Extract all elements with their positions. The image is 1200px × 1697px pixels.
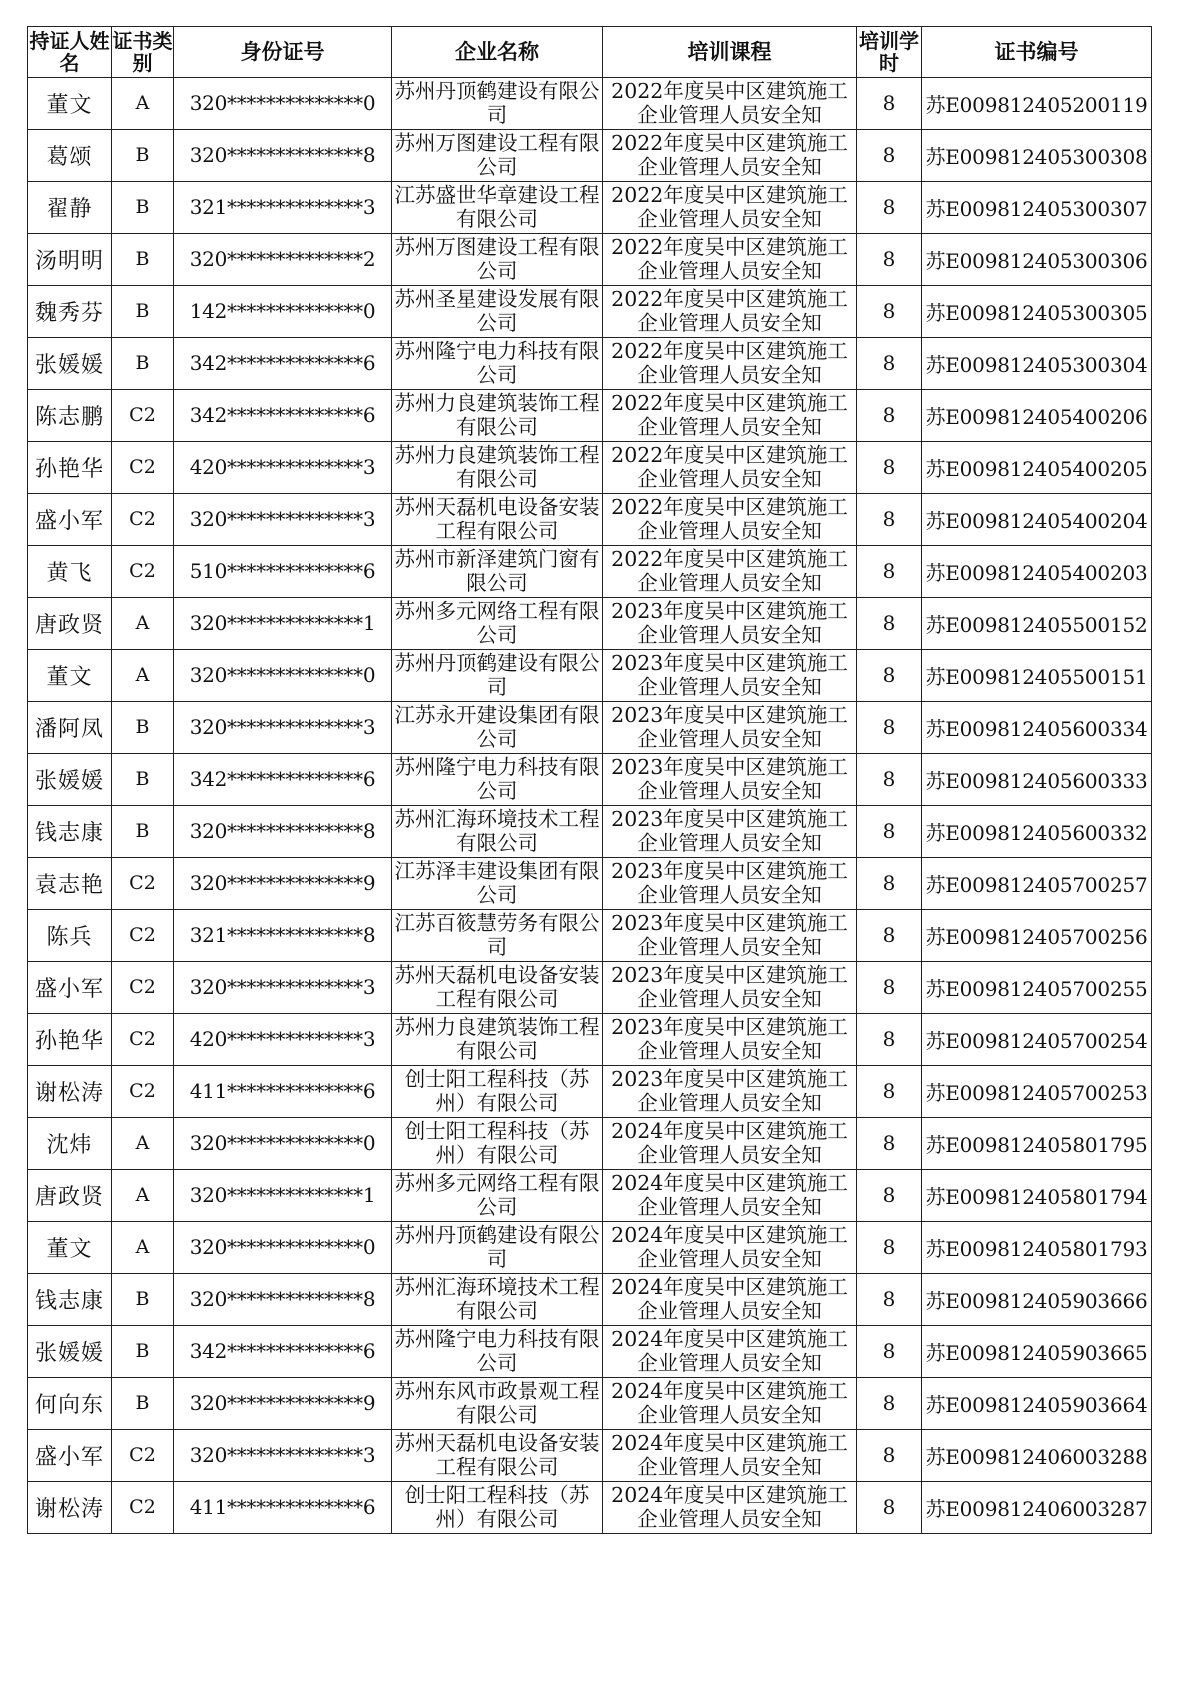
cell-name: 孙艳华 bbox=[28, 1013, 112, 1065]
cell-company-text: 苏州丹顶鹤建设有限公司 bbox=[394, 1222, 600, 1271]
cell-type: C2 bbox=[112, 1013, 174, 1065]
cell-name: 何向东 bbox=[28, 1377, 112, 1429]
cell-cert-number: 苏E009812405600333 bbox=[922, 753, 1152, 805]
cell-hours: 8 bbox=[857, 1117, 922, 1169]
cell-company bbox=[392, 285, 603, 337]
cell-company-text: 创士阳工程科技（苏州）有限公司 bbox=[404, 1482, 590, 1531]
cell-id-number: 320**************1 bbox=[174, 597, 392, 649]
cell-course bbox=[603, 545, 857, 597]
cell-name: 谢松涛 bbox=[28, 1481, 112, 1533]
table-row bbox=[28, 441, 1152, 493]
table-row bbox=[28, 389, 1152, 441]
cell-type: B bbox=[112, 1273, 174, 1325]
cell-company bbox=[392, 233, 603, 285]
table-row bbox=[28, 545, 1152, 597]
cell-hours: 8 bbox=[857, 337, 922, 389]
cell-course bbox=[603, 753, 857, 805]
cell-course bbox=[603, 233, 857, 285]
cell-hours: 8 bbox=[857, 181, 922, 233]
cell-id-number: 320**************0 bbox=[174, 77, 392, 129]
header-type: 证书类别 bbox=[112, 27, 174, 78]
cell-type: A bbox=[112, 649, 174, 701]
cell-course bbox=[603, 493, 857, 545]
cell-type: A bbox=[112, 597, 174, 649]
cell-name: 唐政贤 bbox=[28, 597, 112, 649]
cell-company-text: 苏州万图建设工程有限公司 bbox=[394, 130, 600, 179]
cell-company bbox=[392, 701, 603, 753]
cell-cert-number: 苏E009812405300306 bbox=[922, 233, 1152, 285]
cell-type: B bbox=[112, 805, 174, 857]
cell-course bbox=[603, 1325, 857, 1377]
cell-course bbox=[603, 597, 857, 649]
cell-course bbox=[603, 1065, 857, 1117]
cell-hours: 8 bbox=[857, 285, 922, 337]
table-row bbox=[28, 649, 1152, 701]
cell-id-number: 320**************0 bbox=[174, 649, 392, 701]
cell-course-text: 2024年度吴中区建筑施工企业管理人员安全知 bbox=[611, 1274, 848, 1323]
cell-course bbox=[603, 1377, 857, 1429]
cell-company bbox=[392, 753, 603, 805]
cell-cert-number: 苏E009812405400203 bbox=[922, 545, 1152, 597]
cell-id-number: 411**************6 bbox=[174, 1065, 392, 1117]
cell-id-number: 320**************2 bbox=[174, 233, 392, 285]
cell-course bbox=[603, 857, 857, 909]
header-company: 企业名称 bbox=[392, 27, 603, 78]
cell-course bbox=[603, 1117, 857, 1169]
cell-type: C2 bbox=[112, 857, 174, 909]
table-row bbox=[28, 1013, 1152, 1065]
cell-company-text: 苏州多元网络工程有限公司 bbox=[394, 1170, 600, 1219]
cell-company-text: 苏州市新泽建筑门窗有限公司 bbox=[394, 546, 600, 595]
cell-id-number: 420**************3 bbox=[174, 441, 392, 493]
cell-cert-number: 苏E009812405400204 bbox=[922, 493, 1152, 545]
cell-hours: 8 bbox=[857, 649, 922, 701]
header-cert-no: 证书编号 bbox=[922, 27, 1152, 78]
cell-company-text: 江苏泽丰建设集团有限公司 bbox=[394, 858, 600, 907]
cell-course bbox=[603, 181, 857, 233]
cell-course-text: 2023年度吴中区建筑施工企业管理人员安全知 bbox=[611, 1066, 848, 1115]
cell-company bbox=[392, 493, 603, 545]
cell-cert-number: 苏E009812405600334 bbox=[922, 701, 1152, 753]
cell-hours: 8 bbox=[857, 805, 922, 857]
cell-id-number: 320**************9 bbox=[174, 1377, 392, 1429]
cell-cert-number: 苏E009812405903665 bbox=[922, 1325, 1152, 1377]
table-row bbox=[28, 77, 1152, 129]
cell-name: 张媛媛 bbox=[28, 337, 112, 389]
cell-hours: 8 bbox=[857, 441, 922, 493]
cell-company-text: 苏州隆宁电力科技有限公司 bbox=[394, 754, 600, 803]
cell-id-number: 321**************8 bbox=[174, 909, 392, 961]
table-row bbox=[28, 961, 1152, 1013]
cell-company bbox=[392, 1013, 603, 1065]
cell-course bbox=[603, 649, 857, 701]
cell-id-number: 510**************6 bbox=[174, 545, 392, 597]
cell-hours: 8 bbox=[857, 1221, 922, 1273]
cell-company-text: 江苏盛世华章建设工程有限公司 bbox=[394, 182, 600, 231]
cell-hours: 8 bbox=[857, 493, 922, 545]
cell-course-text: 2024年度吴中区建筑施工企业管理人员安全知 bbox=[611, 1378, 848, 1427]
cell-name: 谢松涛 bbox=[28, 1065, 112, 1117]
cell-cert-number: 苏E009812405400206 bbox=[922, 389, 1152, 441]
cell-cert-number: 苏E009812405801794 bbox=[922, 1169, 1152, 1221]
table-row bbox=[28, 1481, 1152, 1533]
cell-course bbox=[603, 1481, 857, 1533]
cell-cert-number: 苏E009812405300304 bbox=[922, 337, 1152, 389]
cell-hours: 8 bbox=[857, 961, 922, 1013]
cell-company bbox=[392, 649, 603, 701]
table-row bbox=[28, 597, 1152, 649]
table-row bbox=[28, 233, 1152, 285]
cell-company-text: 苏州多元网络工程有限公司 bbox=[394, 598, 600, 647]
cell-hours: 8 bbox=[857, 1065, 922, 1117]
cell-company-text: 江苏永开建设集团有限公司 bbox=[394, 702, 600, 751]
cell-type: C2 bbox=[112, 1429, 174, 1481]
table-row bbox=[28, 181, 1152, 233]
header-id: 身份证号 bbox=[174, 27, 392, 78]
cell-company-text: 苏州天磊机电设备安装工程有限公司 bbox=[394, 1430, 600, 1479]
cell-name: 张媛媛 bbox=[28, 1325, 112, 1377]
cell-type: C2 bbox=[112, 961, 174, 1013]
cell-cert-number: 苏E009812405200119 bbox=[922, 77, 1152, 129]
cell-company-text: 苏州丹顶鹤建设有限公司 bbox=[394, 650, 600, 699]
cell-hours: 8 bbox=[857, 1013, 922, 1065]
cell-name: 魏秀芬 bbox=[28, 285, 112, 337]
cell-name: 葛颂 bbox=[28, 129, 112, 181]
cell-company-text: 苏州丹顶鹤建设有限公司 bbox=[394, 78, 600, 127]
cell-cert-number: 苏E009812405500151 bbox=[922, 649, 1152, 701]
cell-course-text: 2023年度吴中区建筑施工企业管理人员安全知 bbox=[611, 1014, 848, 1063]
cell-course-text: 2023年度吴中区建筑施工企业管理人员安全知 bbox=[611, 806, 848, 855]
cell-company bbox=[392, 1117, 603, 1169]
cell-hours: 8 bbox=[857, 1273, 922, 1325]
cell-company bbox=[392, 1221, 603, 1273]
cell-hours: 8 bbox=[857, 233, 922, 285]
cell-company bbox=[392, 961, 603, 1013]
cell-company-text: 苏州力良建筑装饰工程有限公司 bbox=[394, 1014, 600, 1063]
table-row bbox=[28, 1325, 1152, 1377]
cell-company-text: 苏州天磊机电设备安装工程有限公司 bbox=[394, 494, 600, 543]
cell-company-text: 苏州隆宁电力科技有限公司 bbox=[394, 1326, 600, 1375]
table-row bbox=[28, 1169, 1152, 1221]
cell-type: B bbox=[112, 233, 174, 285]
table-row bbox=[28, 337, 1152, 389]
cell-name: 袁志艳 bbox=[28, 857, 112, 909]
cell-name: 潘阿凤 bbox=[28, 701, 112, 753]
cell-course bbox=[603, 701, 857, 753]
cell-type: A bbox=[112, 77, 174, 129]
cell-company bbox=[392, 129, 603, 181]
cell-name: 沈炜 bbox=[28, 1117, 112, 1169]
cell-company-text: 苏州东风市政景观工程有限公司 bbox=[394, 1378, 600, 1427]
cell-course-text: 2024年度吴中区建筑施工企业管理人员安全知 bbox=[611, 1118, 848, 1167]
cell-company-text: 苏州力良建筑装饰工程有限公司 bbox=[394, 442, 600, 491]
cell-cert-number: 苏E009812405700255 bbox=[922, 961, 1152, 1013]
cell-hours: 8 bbox=[857, 1377, 922, 1429]
cell-company bbox=[392, 805, 603, 857]
cell-name: 董文 bbox=[28, 649, 112, 701]
cell-company-text: 苏州天磊机电设备安装工程有限公司 bbox=[394, 962, 600, 1011]
cell-name: 陈志鹏 bbox=[28, 389, 112, 441]
cell-hours: 8 bbox=[857, 1325, 922, 1377]
cell-hours: 8 bbox=[857, 753, 922, 805]
cell-company bbox=[392, 1169, 603, 1221]
cell-id-number: 411**************6 bbox=[174, 1481, 392, 1533]
cell-company bbox=[392, 1065, 603, 1117]
cell-course-text: 2023年度吴中区建筑施工企业管理人员安全知 bbox=[611, 910, 848, 959]
cell-course bbox=[603, 337, 857, 389]
cell-type: C2 bbox=[112, 441, 174, 493]
cell-course-text: 2023年度吴中区建筑施工企业管理人员安全知 bbox=[611, 754, 848, 803]
cell-type: A bbox=[112, 1117, 174, 1169]
cell-type: C2 bbox=[112, 493, 174, 545]
cell-id-number: 342**************6 bbox=[174, 753, 392, 805]
cell-course-text: 2022年度吴中区建筑施工企业管理人员安全知 bbox=[611, 130, 848, 179]
cell-type: C2 bbox=[112, 1481, 174, 1533]
cell-course bbox=[603, 1429, 857, 1481]
cell-company-text: 苏州万图建设工程有限公司 bbox=[394, 234, 600, 283]
table-row bbox=[28, 493, 1152, 545]
cell-id-number: 342**************6 bbox=[174, 389, 392, 441]
cell-id-number: 320**************3 bbox=[174, 1429, 392, 1481]
cell-name: 陈兵 bbox=[28, 909, 112, 961]
cell-id-number: 142**************0 bbox=[174, 285, 392, 337]
table-row bbox=[28, 1221, 1152, 1273]
cell-cert-number: 苏E009812405700257 bbox=[922, 857, 1152, 909]
cell-course bbox=[603, 77, 857, 129]
cell-course-text: 2024年度吴中区建筑施工企业管理人员安全知 bbox=[611, 1482, 848, 1531]
cell-name: 钱志康 bbox=[28, 805, 112, 857]
cell-hours: 8 bbox=[857, 1481, 922, 1533]
cell-type: B bbox=[112, 181, 174, 233]
cell-course-text: 2022年度吴中区建筑施工企业管理人员安全知 bbox=[611, 286, 848, 335]
cell-cert-number: 苏E009812405903664 bbox=[922, 1377, 1152, 1429]
cell-hours: 8 bbox=[857, 1169, 922, 1221]
cell-company bbox=[392, 1377, 603, 1429]
cell-type: B bbox=[112, 337, 174, 389]
cell-cert-number: 苏E009812405300305 bbox=[922, 285, 1152, 337]
cell-company bbox=[392, 181, 603, 233]
cell-id-number: 320**************3 bbox=[174, 701, 392, 753]
cell-company bbox=[392, 857, 603, 909]
cell-cert-number: 苏E009812405700253 bbox=[922, 1065, 1152, 1117]
cell-id-number: 320**************9 bbox=[174, 857, 392, 909]
cell-type: B bbox=[112, 1325, 174, 1377]
cell-company bbox=[392, 337, 603, 389]
cell-company bbox=[392, 441, 603, 493]
cell-course-text: 2023年度吴中区建筑施工企业管理人员安全知 bbox=[611, 702, 848, 751]
cell-hours: 8 bbox=[857, 597, 922, 649]
cell-type: B bbox=[112, 701, 174, 753]
cell-course bbox=[603, 441, 857, 493]
header-name: 持证人姓名 bbox=[28, 27, 112, 78]
cell-course-text: 2022年度吴中区建筑施工企业管理人员安全知 bbox=[611, 338, 848, 387]
cell-company-text: 苏州力良建筑装饰工程有限公司 bbox=[394, 390, 600, 439]
cell-cert-number: 苏E009812405700254 bbox=[922, 1013, 1152, 1065]
cell-course-text: 2022年度吴中区建筑施工企业管理人员安全知 bbox=[611, 182, 848, 231]
cell-company bbox=[392, 1481, 603, 1533]
cell-course-text: 2022年度吴中区建筑施工企业管理人员安全知 bbox=[611, 234, 848, 283]
header-course: 培训课程 bbox=[603, 27, 857, 78]
table-row bbox=[28, 129, 1152, 181]
cell-course-text: 2023年度吴中区建筑施工企业管理人员安全知 bbox=[611, 962, 848, 1011]
cell-hours: 8 bbox=[857, 701, 922, 753]
cell-cert-number: 苏E009812405300308 bbox=[922, 129, 1152, 181]
table-row bbox=[28, 1273, 1152, 1325]
cell-course-text: 2024年度吴中区建筑施工企业管理人员安全知 bbox=[611, 1222, 848, 1271]
cell-name: 盛小军 bbox=[28, 1429, 112, 1481]
cell-id-number: 320**************1 bbox=[174, 1169, 392, 1221]
table-row bbox=[28, 909, 1152, 961]
cell-cert-number: 苏E009812405500152 bbox=[922, 597, 1152, 649]
table-row bbox=[28, 1377, 1152, 1429]
cell-name: 翟静 bbox=[28, 181, 112, 233]
cell-id-number: 320**************3 bbox=[174, 961, 392, 1013]
cell-type: A bbox=[112, 1169, 174, 1221]
cell-course bbox=[603, 1273, 857, 1325]
cell-course-text: 2023年度吴中区建筑施工企业管理人员安全知 bbox=[611, 598, 848, 647]
table-row bbox=[28, 753, 1152, 805]
cell-cert-number: 苏E009812405700256 bbox=[922, 909, 1152, 961]
cell-id-number: 320**************3 bbox=[174, 493, 392, 545]
cell-hours: 8 bbox=[857, 129, 922, 181]
cell-type: C2 bbox=[112, 389, 174, 441]
cell-hours: 8 bbox=[857, 909, 922, 961]
cell-company-text: 苏州汇海环境技术工程有限公司 bbox=[394, 806, 600, 855]
cell-name: 黄飞 bbox=[28, 545, 112, 597]
cell-type: B bbox=[112, 285, 174, 337]
table-row bbox=[28, 701, 1152, 753]
cell-company-text: 创士阳工程科技（苏州）有限公司 bbox=[404, 1118, 590, 1167]
table-body bbox=[28, 77, 1152, 1533]
cell-type: B bbox=[112, 753, 174, 805]
cell-company bbox=[392, 1273, 603, 1325]
cell-name: 张媛媛 bbox=[28, 753, 112, 805]
cell-company bbox=[392, 909, 603, 961]
cell-name: 孙艳华 bbox=[28, 441, 112, 493]
cell-cert-number: 苏E009812405801793 bbox=[922, 1221, 1152, 1273]
cell-course bbox=[603, 129, 857, 181]
cell-course-text: 2024年度吴中区建筑施工企业管理人员安全知 bbox=[611, 1326, 848, 1375]
cell-type: C2 bbox=[112, 909, 174, 961]
cell-id-number: 320**************8 bbox=[174, 129, 392, 181]
cell-cert-number: 苏E009812405903666 bbox=[922, 1273, 1152, 1325]
cell-company bbox=[392, 1325, 603, 1377]
cell-course bbox=[603, 961, 857, 1013]
cell-id-number: 320**************0 bbox=[174, 1221, 392, 1273]
cell-type: C2 bbox=[112, 545, 174, 597]
cell-course-text: 2023年度吴中区建筑施工企业管理人员安全知 bbox=[611, 650, 848, 699]
cell-company-text: 苏州汇海环境技术工程有限公司 bbox=[394, 1274, 600, 1323]
cell-id-number: 320**************8 bbox=[174, 1273, 392, 1325]
cell-cert-number: 苏E009812405801795 bbox=[922, 1117, 1152, 1169]
table-row bbox=[28, 805, 1152, 857]
cell-company bbox=[392, 545, 603, 597]
cell-cert-number: 苏E009812406003288 bbox=[922, 1429, 1152, 1481]
cell-course bbox=[603, 1013, 857, 1065]
cell-id-number: 420**************3 bbox=[174, 1013, 392, 1065]
cell-hours: 8 bbox=[857, 857, 922, 909]
cell-course-text: 2022年度吴中区建筑施工企业管理人员安全知 bbox=[611, 78, 848, 127]
cell-hours: 8 bbox=[857, 545, 922, 597]
cell-course-text: 2022年度吴中区建筑施工企业管理人员安全知 bbox=[611, 390, 848, 439]
cell-course-text: 2022年度吴中区建筑施工企业管理人员安全知 bbox=[611, 442, 848, 491]
table-row bbox=[28, 857, 1152, 909]
table-row bbox=[28, 285, 1152, 337]
cell-course bbox=[603, 805, 857, 857]
cell-id-number: 320**************8 bbox=[174, 805, 392, 857]
cell-course bbox=[603, 1221, 857, 1273]
table-row bbox=[28, 1117, 1152, 1169]
cell-name: 钱志康 bbox=[28, 1273, 112, 1325]
cell-hours: 8 bbox=[857, 389, 922, 441]
table-row bbox=[28, 1429, 1152, 1481]
cell-hours: 8 bbox=[857, 1429, 922, 1481]
cell-course bbox=[603, 285, 857, 337]
cell-company bbox=[392, 77, 603, 129]
cell-cert-number: 苏E009812405300307 bbox=[922, 181, 1152, 233]
cell-name: 盛小军 bbox=[28, 493, 112, 545]
header-hours: 培训学时 bbox=[857, 27, 922, 78]
cell-id-number: 320**************0 bbox=[174, 1117, 392, 1169]
cell-company bbox=[392, 389, 603, 441]
table-row bbox=[28, 1065, 1152, 1117]
cell-name: 唐政贤 bbox=[28, 1169, 112, 1221]
cell-course bbox=[603, 1169, 857, 1221]
cell-type: A bbox=[112, 1221, 174, 1273]
cell-type: C2 bbox=[112, 1065, 174, 1117]
cell-course-text: 2024年度吴中区建筑施工企业管理人员安全知 bbox=[611, 1430, 848, 1479]
cell-type: B bbox=[112, 1377, 174, 1429]
cell-id-number: 342**************6 bbox=[174, 1325, 392, 1377]
cell-hours: 8 bbox=[857, 77, 922, 129]
cell-course-text: 2022年度吴中区建筑施工企业管理人员安全知 bbox=[611, 494, 848, 543]
cell-name: 盛小军 bbox=[28, 961, 112, 1013]
cell-id-number: 321**************3 bbox=[174, 181, 392, 233]
cell-cert-number: 苏E009812405600332 bbox=[922, 805, 1152, 857]
cell-cert-number: 苏E009812406003287 bbox=[922, 1481, 1152, 1533]
header-row bbox=[28, 27, 1152, 78]
cell-name: 董文 bbox=[28, 77, 112, 129]
cell-company-text: 江苏百筱慧劳务有限公司 bbox=[394, 910, 600, 959]
cell-id-number: 342**************6 bbox=[174, 337, 392, 389]
cell-course bbox=[603, 389, 857, 441]
cell-company bbox=[392, 1429, 603, 1481]
cell-company-text: 苏州隆宁电力科技有限公司 bbox=[394, 338, 600, 387]
cell-company-text: 苏州圣星建设发展有限公司 bbox=[394, 286, 600, 335]
cell-course-text: 2023年度吴中区建筑施工企业管理人员安全知 bbox=[611, 858, 848, 907]
cell-company bbox=[392, 597, 603, 649]
cell-course-text: 2024年度吴中区建筑施工企业管理人员安全知 bbox=[611, 1170, 848, 1219]
cell-course-text: 2022年度吴中区建筑施工企业管理人员安全知 bbox=[611, 546, 848, 595]
cell-name: 董文 bbox=[28, 1221, 112, 1273]
cell-course bbox=[603, 909, 857, 961]
cell-name: 汤明明 bbox=[28, 233, 112, 285]
cell-cert-number: 苏E009812405400205 bbox=[922, 441, 1152, 493]
cell-company-text: 创士阳工程科技（苏州）有限公司 bbox=[404, 1066, 590, 1115]
certificate-table bbox=[27, 26, 1152, 1534]
cell-type: B bbox=[112, 129, 174, 181]
